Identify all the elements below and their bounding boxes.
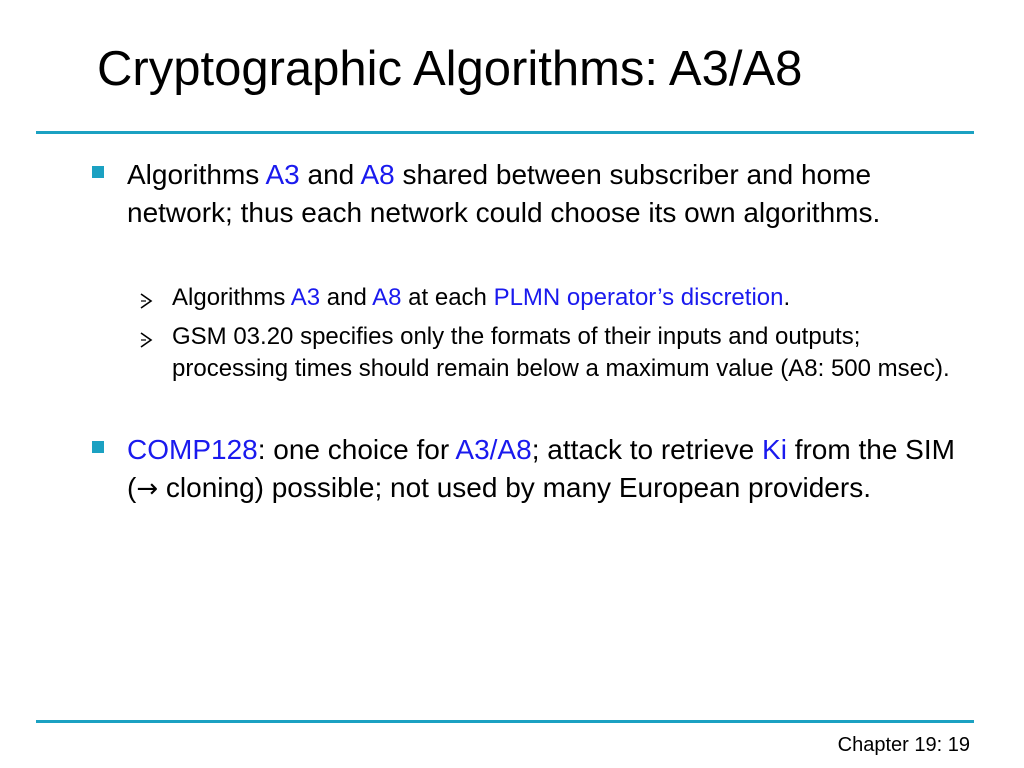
- sub-bullet-item: [172, 282, 952, 314]
- bullet-text: and: [299, 159, 361, 190]
- slide-footer: Chapter 19: 19: [837, 734, 970, 756]
- right-arrow-icon: →: [136, 474, 159, 504]
- bullet-text: GSM 03.20 specifies only the formats of their inputs and outputs; processing times should remain below a maximum value (A8: 500 msec).: [172, 323, 950, 382]
- bullet-text: ; attack to retrieve: [531, 434, 763, 465]
- bullet-text-highlight: A3: [290, 284, 321, 311]
- arrow-bullet-icon: [138, 292, 154, 310]
- arrow-bullet-icon: [138, 331, 154, 349]
- bullet-text-highlight: PLMN operator’s discretion: [493, 284, 784, 311]
- slide-title: Cryptographic Algorithms: A3/A8: [97, 42, 803, 96]
- bullet-text-highlight: A3: [265, 159, 300, 190]
- bullet-text: : one choice for: [257, 434, 456, 465]
- sub-bullet-item: [172, 321, 952, 385]
- bullet-item: [127, 431, 967, 508]
- bullet-text: .: [783, 284, 791, 311]
- bullet-text: Algorithms: [127, 159, 266, 190]
- bullet-text-highlight: A8: [360, 159, 395, 190]
- bullet-text: shared between subscriber and home network; thus each network could choose its own algorithms.: [127, 159, 881, 228]
- footer-divider: [36, 720, 974, 723]
- bullet-text: Algorithms: [172, 284, 291, 311]
- bullet-text-highlight: A8: [372, 284, 402, 311]
- square-bullet-icon: [92, 166, 104, 178]
- bullet-text-highlight: A3/A8: [455, 434, 532, 465]
- bullet-text: from the SIM (: [127, 434, 955, 503]
- title-divider: [36, 131, 974, 134]
- bullet-text-highlight: Ki: [762, 434, 787, 465]
- bullet-item: [127, 156, 967, 232]
- square-bullet-icon: [92, 441, 104, 453]
- bullet-text: cloning) possible; not used by many European providers.: [158, 472, 871, 503]
- bullet-text-highlight: COMP128: [127, 434, 258, 465]
- bullet-text: and: [320, 284, 373, 311]
- bullet-text: at each: [401, 284, 494, 311]
